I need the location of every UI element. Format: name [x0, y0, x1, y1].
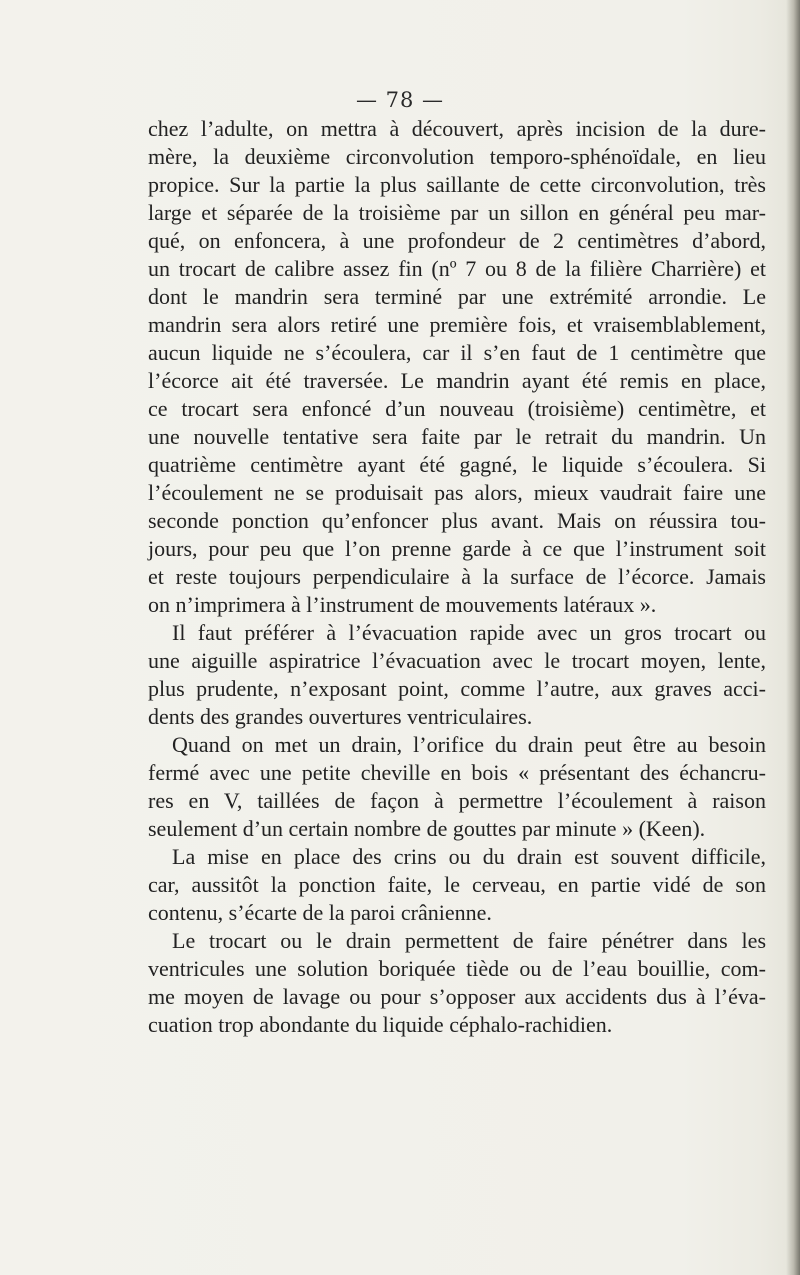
text-line: cuation trop abondante du liquide céphalo-rachidien. — [148, 1012, 613, 1037]
text-line: une nouvelle tentative sera faite par le retrait du mandrin. Un — [148, 424, 766, 449]
text-line: mère, la deuxième circonvolution temporo-sphénoïdale, en lieu — [148, 144, 766, 169]
text-line: aucun liquide ne s’écoulera, car il s’en faut de 1 centimètre que — [148, 340, 766, 365]
text-line: jours, pour peu que l’on prenne garde à ce que l’instrument soit — [148, 536, 766, 561]
text-line: Quand on met un drain, l’orifice du drain peut être au besoin — [172, 732, 766, 757]
text-line: res en V, taillées de façon à permettre l’écoulement à raison — [148, 788, 766, 813]
text-line: et reste toujours perpendiculaire à la surface de l’écorce. Jamais — [148, 564, 766, 589]
text-line: dont le mandrin sera terminé par une extrémité arrondie. Le — [148, 284, 766, 309]
text-line: seconde ponction qu’enfoncer plus avant. Mais on réussira tou- — [148, 508, 766, 533]
text-line: La mise en place des crins ou du drain est souvent difficile, — [172, 844, 766, 869]
text-line: mandrin sera alors retiré une première fois, et vraisemblablement, — [148, 312, 766, 337]
text-line: me moyen de lavage ou pour s’opposer aux accidents dus à l’éva- — [148, 984, 766, 1009]
text-line: quatrième centimètre ayant été gagné, le liquide s’écoulera. Si — [148, 452, 766, 477]
text-line: large et séparée de la troisième par un sillon en général peu mar- — [148, 200, 766, 225]
text-line: Le trocart ou le drain permettent de faire pénétrer dans les — [172, 928, 766, 953]
text-line: une aiguille aspiratrice l’évacuation avec le trocart moyen, lente, — [148, 648, 766, 673]
text-line: dents des grandes ouvertures ventriculaires. — [148, 704, 533, 729]
text-line: propice. Sur la partie la plus saillante de cette circonvolution, très — [148, 172, 766, 197]
text-line: chez l’adulte, on mettra à découvert, après incision de la dure- — [148, 116, 766, 141]
text-line: fermé avec une petite cheville en bois « présentant des échancru- — [148, 760, 766, 785]
text-line: plus prudente, n’exposant point, comme l’autre, aux graves acci- — [148, 676, 766, 701]
text-line: l’écoulement ne se produisait pas alors, mieux vaudrait faire une — [148, 480, 766, 505]
text-line: on n’imprimera à l’instrument de mouvements latéraux ». — [148, 592, 657, 617]
text-line: ce trocart sera enfoncé d’un nouveau (troisième) centimètre, et — [148, 396, 766, 421]
text-line: qué, on enfoncera, à une profondeur de 2 centimètres d’abord, — [148, 228, 766, 253]
text-line: Il faut préférer à l’évacuation rapide avec un gros trocart ou — [172, 620, 766, 645]
text-line: seulement d’un certain nombre de gouttes par minute » (Keen). — [148, 816, 706, 841]
page-number: — 78 — — [355, 88, 445, 112]
text-line: un trocart de calibre assez fin (nº 7 ou 8 de la filière Charrière) et — [148, 256, 766, 281]
text-line: car, aussitôt la ponction faite, le cerveau, en partie vidé de son — [148, 872, 766, 897]
page-edge-shadow — [786, 0, 800, 1275]
text-line: l’écorce ait été traversée. Le mandrin ayant été remis en place, — [148, 368, 766, 393]
text-line: contenu, s’écarte de la paroi crânienne. — [148, 900, 492, 925]
body-text — [148, 115, 766, 1039]
text-line: ventricules une solution boriquée tiède ou de l’eau bouillie, com- — [148, 956, 766, 981]
